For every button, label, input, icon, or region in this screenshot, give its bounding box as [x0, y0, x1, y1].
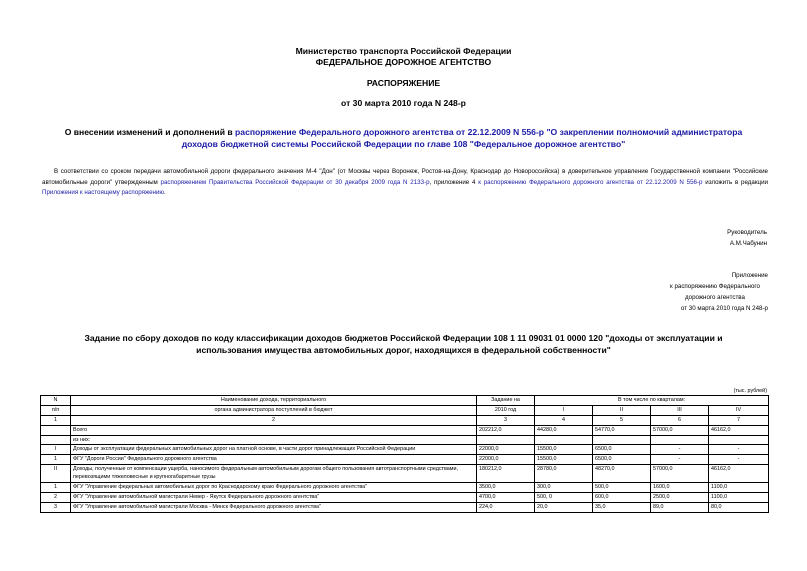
row-name: из них:	[71, 435, 477, 445]
row-q3: 1600,0	[651, 483, 709, 493]
row-q3: 57000,0	[651, 465, 709, 483]
row-q3: -	[651, 445, 709, 455]
table-row	[41, 435, 769, 445]
row-task	[477, 435, 535, 445]
row-name: Доходы, полученные от компенсации ущерба, наносимого федеральным автомобильным дорогам общего пользования автотранспортными средствами, перевозящими тяжеловесные и крупногабаритные грузы	[71, 465, 477, 483]
table-header-row	[41, 396, 769, 406]
header-q2: II	[593, 405, 651, 415]
header-task: Задание на	[477, 396, 535, 406]
title-link-line1[interactable]: распоряжение Федерального дорожного агентства от 22.12.2009 N 556-р "О закреплении полномочий администратора	[235, 127, 743, 137]
row-q1	[535, 435, 593, 445]
index-cell: 4	[535, 415, 593, 425]
row-q3: 57000,0	[651, 425, 709, 435]
table-row	[41, 493, 769, 503]
row-task: 4700,0	[477, 493, 535, 503]
header-task-sub: 2010 год	[477, 405, 535, 415]
row-q1: 15500,0	[535, 455, 593, 465]
row-q3: 89,0	[651, 503, 709, 513]
body-link-appendix[interactable]: Приложения к настоящему распоряжению	[42, 189, 165, 196]
header-name-sub: органа администратора поступлений в бюджет	[71, 405, 477, 415]
body-paragraph	[42, 167, 768, 199]
ministry-name: Министерство транспорта Российской Федерации	[295, 46, 512, 56]
document-title	[60, 127, 747, 150]
document-type: РАСПОРЯЖЕНИЕ	[366, 78, 441, 88]
row-q2: 6500,0	[593, 445, 651, 455]
row-q3	[651, 435, 709, 445]
row-task: 22000,0	[477, 445, 535, 455]
body-text-3: изложить в редакции	[702, 178, 768, 186]
title-link-line2[interactable]: доходов бюджетной системы Российской Федерации по главе 108 "Федеральное дорожное агентство"	[181, 138, 626, 149]
header-n: N	[41, 396, 71, 406]
row-q4	[709, 435, 769, 445]
row-q4: 1100,0	[709, 483, 769, 493]
header-quarters: В том числе по кварталам:	[535, 396, 769, 406]
row-q1: 44280,0	[535, 425, 593, 435]
row-q1: 500, 0	[535, 493, 593, 503]
row-task: 22000,0	[477, 455, 535, 465]
row-q1: 28780,0	[535, 465, 593, 483]
table-index-row	[41, 415, 769, 425]
table-row	[41, 425, 769, 435]
body-link-government-order[interactable]: распоряжением Правительства Российской Федерации от 30 декабря 2009 года N 2133-р	[160, 178, 430, 186]
header-q4: IV	[709, 405, 769, 415]
row-q4: 1100,0	[709, 493, 769, 503]
units-label: (тыс. рублей)	[733, 388, 767, 394]
header-q1: I	[535, 405, 593, 415]
header-name: Наименование дохода, территориального	[71, 396, 477, 406]
row-n: 2	[41, 493, 71, 503]
row-q3: 2500,0	[651, 493, 709, 503]
table-row	[41, 445, 769, 455]
row-q3: -	[651, 455, 709, 465]
row-name: Всего	[71, 425, 477, 435]
signature-name: А.М.Чабунин	[729, 239, 767, 247]
table-header-row	[41, 405, 769, 415]
row-name: ФГУ "Управление автомобильной магистрали Невер - Якутск Федерального дорожного агентства"	[71, 493, 477, 503]
body-link-agency-order[interactable]: к распоряжению Федерального дорожного агентства от 22.12.2009 N 556-р	[478, 178, 703, 186]
row-name: Доходы от эксплуатации федеральных автомобильных дорог на платной основе, в части дорог принадлежащих Российской Федерации	[71, 445, 477, 455]
appendix-line1: Приложение	[731, 272, 768, 279]
row-q4: -	[709, 445, 769, 455]
row-n: 1	[41, 455, 71, 465]
task-title-line1: Задание по сбору доходов по коду классификации доходов бюджетов Российской Федерации 108 1 11 09031 01 0000 120 "доходы от эксплуатации и	[84, 333, 723, 343]
row-q1: 300,0	[535, 483, 593, 493]
row-n: 1	[41, 483, 71, 493]
row-q4: 46162,0	[709, 425, 769, 435]
row-n: 3	[41, 503, 71, 513]
document-date: от 30 марта 2010 года N 248-р	[341, 98, 466, 108]
row-q4: 46162,0	[709, 465, 769, 483]
appendix-line2: к распоряжению Федерального	[670, 283, 760, 290]
row-n: II	[41, 465, 71, 483]
task-title	[40, 333, 767, 356]
row-q2: 500,0	[593, 483, 651, 493]
index-cell: 6	[651, 415, 709, 425]
row-n	[41, 435, 71, 445]
appendix-line3: дорожного агентства	[685, 294, 745, 301]
row-q1: 20,0	[535, 503, 593, 513]
body-text-1: В соответствии со сроком передачи автомобильной дороги федерального значения М-4 "Дон" (от Москвы через Воронеж, Ростов-на-Дону, Краснодар до Новороссийска) в доверительное управление Государственной компании "Российские автомобильные дороги" утвержденным	[42, 168, 768, 186]
header-q3: III	[651, 405, 709, 415]
row-q2: 48270,0	[593, 465, 651, 483]
row-q4: 80,0	[709, 503, 769, 513]
row-task: 224,0	[477, 503, 535, 513]
appendix-line4: от 30 марта 2010 года N 248-р	[680, 305, 768, 312]
row-task: 180212,0	[477, 465, 535, 483]
row-task: 3500,0	[477, 483, 535, 493]
index-cell: 1	[41, 415, 71, 425]
revenue-table	[40, 395, 769, 513]
row-q2: 6500,0	[593, 455, 651, 465]
index-cell: 2	[71, 415, 477, 425]
signature-role: Руководитель	[727, 229, 767, 236]
row-n: I	[41, 445, 71, 455]
table-row	[41, 483, 769, 493]
row-q1: 15500,0	[535, 445, 593, 455]
row-name: ФГУ "Управление автомобильной магистрали Москва - Минск Федерального дорожного агентства"	[71, 503, 477, 513]
index-cell: 5	[593, 415, 651, 425]
row-q2: 600,0	[593, 493, 651, 503]
task-title-line2: использования имущества автомобильных дорог, находящихся в федеральной собственности"	[196, 344, 611, 355]
table-row	[41, 503, 769, 513]
row-name: ФГУ "Управление федеральных автомобильных дорог по Краснодарскому краю Федерального дорожного агентства"	[71, 483, 477, 493]
table-row	[41, 455, 769, 465]
table-row	[41, 465, 769, 483]
row-name: ФГУ "Дороги России" Федерального дорожного агентства	[71, 455, 477, 465]
title-prefix: О внесении изменений и дополнений в	[64, 127, 236, 137]
body-text-4: .	[164, 189, 166, 196]
row-q4: -	[709, 455, 769, 465]
row-q2	[593, 435, 651, 445]
signature-block	[727, 228, 767, 249]
row-q2: 54770,0	[593, 425, 651, 435]
row-q2: 35,0	[593, 503, 651, 513]
header-n-sub: п/п	[41, 405, 71, 415]
body-text-2: , приложение 4	[429, 178, 479, 186]
appendix-block	[640, 270, 768, 314]
row-n	[41, 425, 71, 435]
agency-name: ФЕДЕРАЛЬНОЕ ДОРОЖНОЕ АГЕНТСТВО	[315, 57, 492, 67]
index-cell: 3	[477, 415, 535, 425]
row-task: 202212,0	[477, 425, 535, 435]
index-cell: 7	[709, 415, 769, 425]
